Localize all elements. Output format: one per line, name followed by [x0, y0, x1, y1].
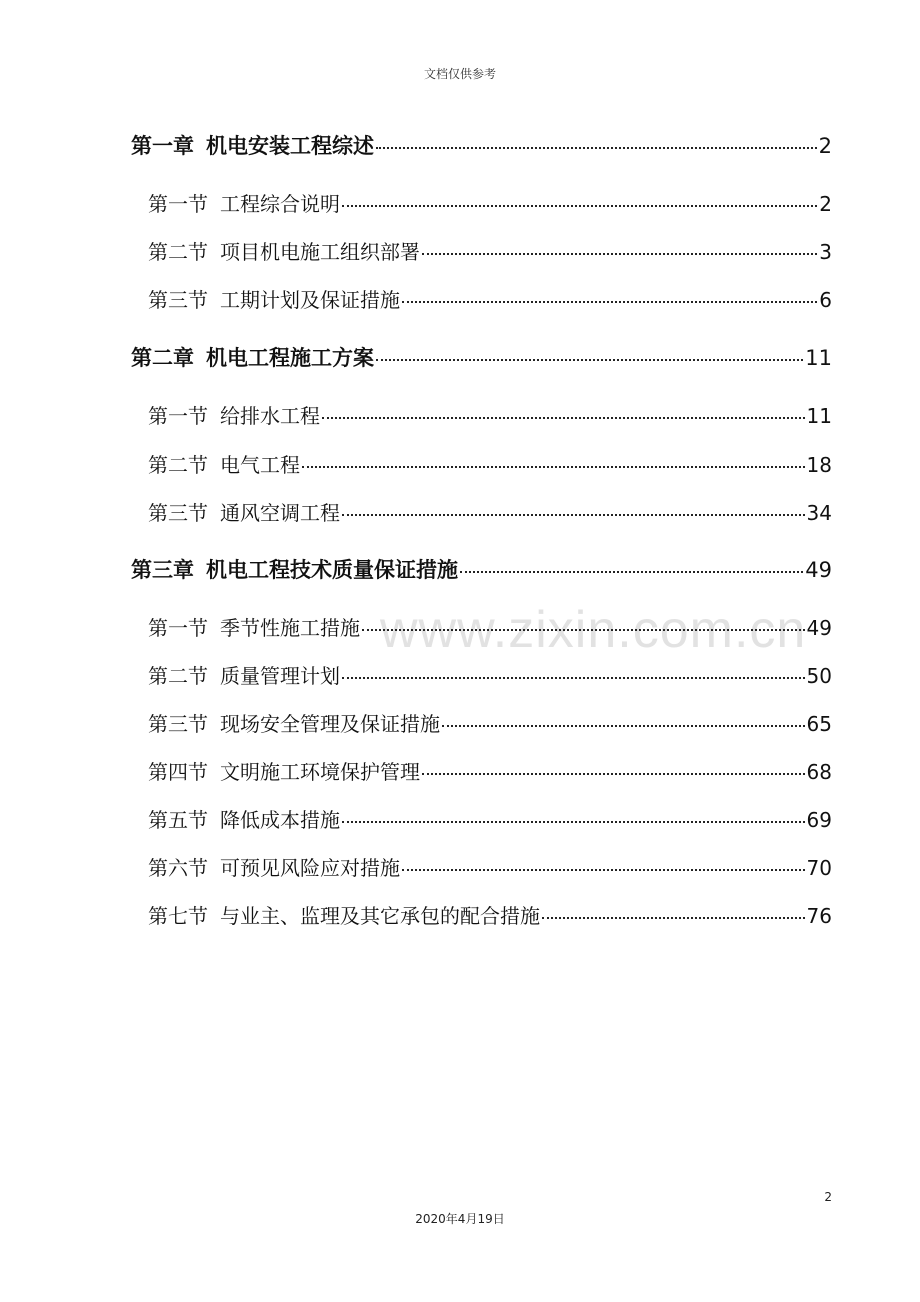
- dot-leader: [376, 147, 817, 149]
- toc-label: 第三章: [131, 558, 194, 582]
- toc-label: 第一章: [131, 134, 194, 158]
- toc-page-number: 3: [819, 240, 832, 264]
- toc-label: 第六节: [148, 856, 208, 880]
- dot-leader: [342, 514, 805, 516]
- toc-title: 机电工程技术质量保证措施: [206, 558, 458, 582]
- dot-leader: [342, 821, 805, 823]
- toc-entry-chapter[interactable]: [131, 342, 832, 372]
- toc-title: 机电安装工程综述: [206, 134, 374, 158]
- dot-leader: [542, 917, 805, 919]
- toc-label: 第三节: [148, 712, 208, 736]
- dot-leader: [460, 571, 803, 573]
- toc-label: 第二节: [148, 453, 208, 477]
- toc-title: 季节性施工措施: [220, 616, 360, 640]
- toc-page-number: 2: [819, 192, 832, 216]
- toc-page-number: 68: [806, 760, 832, 784]
- page-header: 文档仅供参考: [423, 67, 496, 81]
- dot-leader: [342, 205, 817, 207]
- toc-label: 第五节: [148, 808, 208, 832]
- toc-label: 第一节: [148, 192, 208, 216]
- toc-label: 第四节: [148, 760, 208, 784]
- toc-title: 工程综合说明: [220, 192, 340, 216]
- toc-entry-section[interactable]: [148, 284, 832, 313]
- dot-leader: [422, 253, 817, 255]
- toc-page-number: 70: [806, 856, 832, 880]
- toc-entry-section[interactable]: [148, 852, 832, 881]
- toc-label: 第一节: [148, 616, 208, 640]
- toc-title: 质量管理计划: [220, 664, 340, 688]
- toc-entry-chapter[interactable]: [131, 554, 832, 584]
- toc-page-number: 65: [806, 712, 832, 736]
- toc-label: 第二章: [131, 346, 194, 370]
- toc-entry-section[interactable]: [148, 449, 832, 478]
- toc-label: 第二节: [148, 664, 208, 688]
- toc-title: 给排水工程: [220, 404, 320, 428]
- toc-title: 可预见风险应对措施: [220, 856, 400, 880]
- toc-page-number: 49: [805, 558, 832, 582]
- toc-title: 与业主、监理及其它承包的配合措施: [220, 904, 540, 928]
- dot-leader: [422, 773, 805, 775]
- toc-title: 通风空调工程: [220, 501, 340, 525]
- toc-page-number: 18: [806, 453, 832, 477]
- toc-entry-section[interactable]: [148, 612, 832, 641]
- footer-date: 2020年4月19日: [415, 1212, 505, 1226]
- toc-entry-section[interactable]: [148, 188, 832, 217]
- toc-label: 第三节: [148, 288, 208, 312]
- toc-page-number: 11: [806, 404, 832, 428]
- page-number: 2: [824, 1190, 832, 1204]
- toc-title: 机电工程施工方案: [206, 346, 374, 370]
- dot-leader: [322, 417, 805, 419]
- toc-entry-section[interactable]: [148, 708, 832, 737]
- toc-entry-section[interactable]: [148, 900, 832, 929]
- toc-entry-section[interactable]: [148, 660, 832, 689]
- toc-label: 第一节: [148, 404, 208, 428]
- toc-entry-section[interactable]: [148, 400, 832, 429]
- toc-entry-section[interactable]: [148, 804, 832, 833]
- toc-page-number: 2: [818, 134, 832, 158]
- toc-entry-section[interactable]: [148, 236, 832, 265]
- dot-leader: [402, 869, 805, 871]
- toc-title: 工期计划及保证措施: [220, 288, 400, 312]
- toc-page-number: 49: [806, 616, 832, 640]
- dot-leader: [362, 629, 805, 631]
- toc-label: 第七节: [148, 904, 208, 928]
- toc-label: 第三节: [148, 501, 208, 525]
- toc-title: 降低成本措施: [220, 808, 340, 832]
- toc-page-number: 50: [806, 664, 832, 688]
- dot-leader: [376, 359, 803, 361]
- toc-label: 第二节: [148, 240, 208, 264]
- toc-page-number: 34: [806, 501, 832, 525]
- toc-title: 文明施工环境保护管理: [220, 760, 420, 784]
- toc-page-number: 11: [805, 346, 832, 370]
- dot-leader: [342, 677, 805, 679]
- dot-leader: [402, 301, 817, 303]
- toc-title: 现场安全管理及保证措施: [220, 712, 440, 736]
- toc-title: 电气工程: [220, 453, 300, 477]
- watermark: www.zixin.com.cn: [380, 601, 807, 659]
- dot-leader: [302, 466, 805, 468]
- toc-title: 项目机电施工组织部署: [220, 240, 420, 264]
- toc-entry-section[interactable]: [148, 497, 832, 526]
- toc-page-number: 76: [806, 904, 832, 928]
- toc-page-number: 6: [819, 288, 832, 312]
- toc-entry-section[interactable]: [148, 756, 832, 785]
- toc-page-number: 69: [806, 808, 832, 832]
- dot-leader: [442, 725, 805, 727]
- toc-entry-chapter[interactable]: [131, 130, 832, 160]
